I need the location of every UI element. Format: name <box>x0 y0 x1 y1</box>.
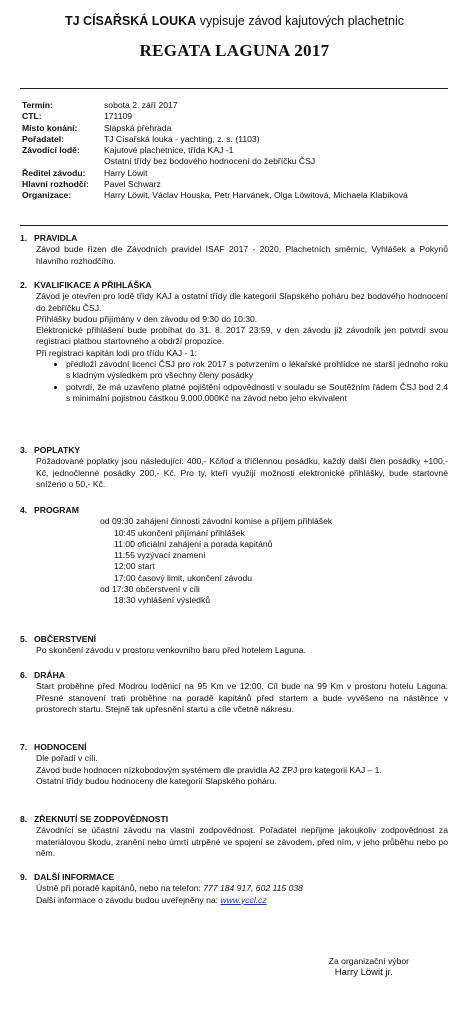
section-body <box>36 291 448 404</box>
web-line <box>36 895 448 906</box>
section-refreshments <box>20 634 448 657</box>
info-label: Ředitel závodu: <box>22 167 86 178</box>
paragraph: Závod bude hodnocen nízkobodovým systémem dle pravidla A2 ZPJ pro kategorii KAJ – 1. <box>36 764 382 775</box>
info-label: Pořadatel: <box>22 133 65 144</box>
phone-numbers: 777 184 917, 602 115 038 <box>203 883 303 894</box>
schedule-item: 17:00 časový limit, ukončení závodu <box>114 572 253 583</box>
section-heading: 2. KVALIFIKACE A PŘIHLÁŠKA <box>20 280 152 290</box>
section-rules <box>20 233 448 267</box>
signature-role: Za organizační výbor <box>328 956 409 966</box>
paragraph: Elektronické přihlášení bude probíhat do 31. 8. 2017 23:59, v den závodu již závodník jen potvrdí svou registraci platbou startovného a obdrží propozice. <box>36 325 448 347</box>
section-heading: 6. DRÁHA <box>20 670 66 680</box>
info-label: CTL: <box>22 111 42 122</box>
phone-line <box>36 883 448 894</box>
paragraph: Přihlášky budou přijímány v den závodu od 9:30 do 10:30. <box>36 313 258 324</box>
paragraph: Dle pořadí v cíli. <box>36 753 98 764</box>
section-text: Požadované poplatky jsou následující: 400,- Kč/loď a tříčlennou posádku, každý další člen posádky +100,- Kč, jednočlenné posádky 200,- Kč. Pro ty, kteří využijí možnosti elektronické přihlášky, bude startovné sníženo o 50,- Kč. <box>36 456 448 489</box>
signature-block <box>329 956 409 979</box>
info-value: 171109 <box>104 111 133 122</box>
info-row-referee <box>22 179 442 190</box>
page-title: REGATA LAGUNA 2017 <box>139 41 330 60</box>
section-heading: 3. POPLATKY <box>20 445 81 455</box>
info-value <box>104 145 442 168</box>
list-item: • předloží závodní licenci ČSJ pro rok 2017 s potvrzením o lékařské prohlídce ne starší jednoho roku s kladným výsledkem pro všechny členy posádky <box>66 359 448 382</box>
section-heading: 1. PRAVIDLA <box>20 233 78 243</box>
section-heading: 8. ZŘEKNUTÍ SE ZODPOVĚDNOSTI <box>20 814 169 824</box>
section-more-info <box>20 872 448 906</box>
section-course <box>20 670 448 715</box>
info-row-date <box>22 100 442 111</box>
schedule-item: 11:00 oficiální zahájení a porada kapitánů <box>114 538 273 549</box>
paragraph: Při registraci kapitán lodi pro třídu KAJ - 1: <box>36 347 197 358</box>
phone-label: Ústně při poradě kapitánů, nebo na telefon: <box>36 883 204 894</box>
website-link[interactable]: www.yccl.cz <box>220 894 267 905</box>
info-row-venue <box>22 123 442 134</box>
section-program <box>20 505 448 607</box>
web-label: Další informace o závodu budou uveřejněny na: <box>36 894 221 905</box>
event-info-table <box>22 100 442 202</box>
section-text: Start proběhne před Modrou loděnicí na 95 Km ve 12:00. Cíl bude na 99 Km v prostoru hotelu Laguna. Přesné stanovení trati proběhne na poradě kapitánů před startem a bude vyvěšeno na nástěnce v prostorech startu. Stejně tak upřesnění startu a cíle včetně nákresu. <box>36 681 448 714</box>
section-body <box>36 883 448 906</box>
divider-top <box>20 88 448 89</box>
info-label: Termín: <box>22 100 53 110</box>
section-heading: 9. DALŠÍ INFORMACE <box>20 872 115 882</box>
organizer-announcement: vypisuje závod kajutových plachetnic <box>196 14 405 28</box>
requirements-list <box>36 359 448 404</box>
info-row-director <box>22 168 442 179</box>
info-value: Slapská přehrada <box>104 122 172 133</box>
list-item: • potvrdí, že má uzavřeno platné pojištění odpovědnosti v souladu se Soutěžním řádem ČSJ bod 2.4 s minimální pojistnou částkou 9.000.000Kč na závod nebo jeho ekvivalent <box>66 382 448 405</box>
section-disclaimer <box>20 814 448 859</box>
section-text: Závod bude řízen dle Závodních pravidel ISAF 2017 - 2020, Plachetních směrnic, Vyhlášek a Pokynů hlavního rozhodčího. <box>36 244 448 266</box>
section-heading: 4. PROGRAM <box>20 505 79 515</box>
schedule-item: 10:45 ukončení přijímání přihlášek <box>114 527 245 538</box>
info-value: Pavel Schwarz <box>104 179 161 190</box>
schedule-item: od 09:30 zahájení činnosti závodní komise a příjem přihlášek <box>100 516 333 527</box>
info-value: Harry Löwit <box>104 167 148 178</box>
organizer-line <box>0 16 469 27</box>
info-label: Organizace: <box>22 190 72 201</box>
info-value: TJ Císařská louka - yachting, z. s. (1103) <box>104 133 260 144</box>
divider-bottom <box>20 225 448 226</box>
info-label: Místo konání: <box>22 122 78 133</box>
signature-name: Harry Löwit jr. <box>334 967 393 979</box>
program-schedule <box>100 516 448 606</box>
info-label: Hlavní rozhodčí: <box>22 179 89 190</box>
schedule-item: od 17:30 občerstvení v cíli <box>100 584 200 595</box>
info-value-line: Kajutové plachetnice, třída KAJ -1 <box>104 145 234 156</box>
section-heading: 5. OBČERSTVENÍ <box>20 634 97 644</box>
info-row-boats <box>22 145 442 168</box>
section-text: Po skončení závodu v prostoru venkovního baru před hotelem Laguna. <box>36 645 306 656</box>
info-row-organizer <box>22 134 442 145</box>
section-fees <box>20 445 448 490</box>
section-text: Závodníci se účastní závodu na vlastní zodpovědnost. Pořadatel nepřijme jakoukoliv zodpovědnost za materiálovou škodu, zranění nebo úmrtí utrpěné ve spojení se závodem, před ním, v jeho průběhu nebo po něm. <box>36 825 448 858</box>
schedule-item: 11:55 vyzývací znamení <box>114 550 206 561</box>
schedule-item: 18:30 vyhlášení výsledků <box>114 595 211 606</box>
paragraph: Ostatní třídy budou hodnoceny dle kategorií Slapského poháru. <box>36 775 277 786</box>
info-row-ctl <box>22 111 442 122</box>
info-label: Závodící lodě: <box>22 145 80 156</box>
info-value: Harry Löwit, Václav Houska, Petr Harvánek, Olga Löwitová, Michaela Klabíková <box>104 190 408 201</box>
info-value-line: Ostatní třídy bez bodového hodnocení do žebříčku ČSJ <box>104 156 316 167</box>
section-body <box>36 753 448 787</box>
section-qualification <box>20 280 448 404</box>
section-heading: 7. HODNOCENÍ <box>20 742 87 752</box>
organizer-name: TJ CÍSAŘSKÁ LOUKA <box>64 14 197 28</box>
info-row-organization <box>22 190 442 201</box>
paragraph: Závod je otevřen pro lodě třídy KAJ a ostatní třídy dle kategorií Slapského poháru bez bodového hodnocení do žebříčku ČSJ. <box>36 291 448 313</box>
info-value: sobota 2. září 2017 <box>104 100 178 110</box>
section-scoring <box>20 742 448 787</box>
schedule-item: 12:00 start <box>114 561 155 572</box>
